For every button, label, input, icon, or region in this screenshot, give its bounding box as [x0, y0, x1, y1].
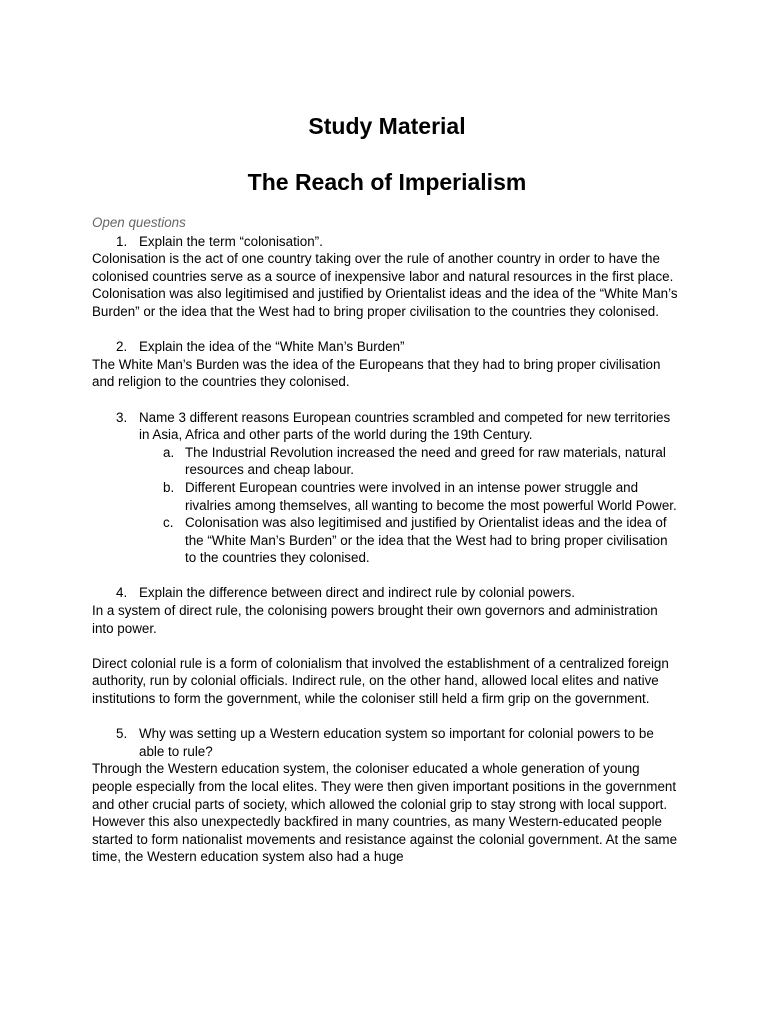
answer-2: The White Man’s Burden was the idea of the Europeans that they had to bring proper civilisation and religion to the countries they colonised.: [92, 356, 661, 390]
list-item: [92, 444, 682, 479]
question-text: Name 3 different reasons European countries scrambled and competed for new territories in Asia, Africa and other parts of the world during the 19th Century.: [139, 409, 671, 443]
question-text: Why was setting up a Western education system so important for colonial powers to be able to rule?: [139, 726, 654, 759]
question-2: [92, 338, 682, 356]
question-text: Explain the idea of the “White Man’s Burden”: [139, 339, 405, 355]
list-item-letter: c.: [163, 515, 174, 531]
answer-4-part-1: In a system of direct rule, the colonising powers brought their own governors and administration into power.: [92, 603, 658, 636]
question-number: 2.: [116, 339, 128, 355]
list-item-text: Colonisation was also legitimised and justified by Orientalist ideas and the idea of the “White Man’s Burden” or the idea that the West had to bring proper civilisation to the countries they colonised.: [185, 515, 668, 566]
question-number: 1.: [116, 233, 128, 249]
list-item: [92, 514, 682, 567]
list-item-text: The Industrial Revolution increased the need and greed for raw materials, natural resources and cheap labour.: [185, 444, 666, 478]
spacer: [92, 321, 682, 339]
question-text: Explain the term “colonisation”.: [139, 233, 323, 249]
question-1: [92, 233, 682, 251]
list-item-text: Different European countries were involved in an intense power struggle and rivalries among themselves, all wanting to become the most powerful World Power.: [185, 479, 677, 513]
section-label: Open questions: [92, 215, 186, 230]
answer-1: Colonisation is the act of one country taking over the rule of another country in order to have the colonised countries serve as a source of inexpensive labor and natural resources in the first place. Colonisation was also legitimised and justified by Orientalist ideas and the idea of the “White Man’s Burden” or the idea that the West had to bring proper civilisation to the countries they colonised.: [92, 251, 678, 319]
question-number: 4.: [116, 585, 128, 601]
question-3: [92, 409, 682, 444]
page-title: Study Material: [308, 113, 466, 139]
document-subtitle: The Reach of Imperialism: [247, 169, 527, 195]
spacer: [92, 391, 682, 409]
question-number: 5.: [116, 726, 128, 742]
list-item-letter: b.: [163, 479, 175, 495]
spacer: [92, 567, 682, 585]
document-body: [92, 214, 682, 866]
list-item: [92, 479, 682, 514]
question-text: Explain the difference between direct and indirect rule by colonial powers.: [139, 585, 575, 601]
list-item-letter: a.: [163, 444, 175, 460]
answer-5: Through the Western education system, the coloniser educated a whole generation of young people especially from the local elites. They were then given important positions in the government and other crucial parts of society, which allowed the colonial grip to stay strong with local support. However this also unexpectedly backfired in many countries, as many Western-educated people started to form nationalist movements and resistance against the colonial government. At the same time, the Western education system also had a huge: [92, 761, 678, 865]
answer-4-part-2: Direct colonial rule is a form of colonialism that involved the establishment of a centralized foreign authority, run by colonial officials. Indirect rule, on the other hand, allowed local elites and native institutions to form the government, while the coloniser still held a firm grip on the government.: [92, 655, 669, 707]
spacer: [92, 708, 682, 726]
spacer: [92, 637, 682, 655]
question-number: 3.: [116, 409, 128, 425]
question-5: [92, 725, 682, 760]
question-4: [92, 584, 682, 602]
